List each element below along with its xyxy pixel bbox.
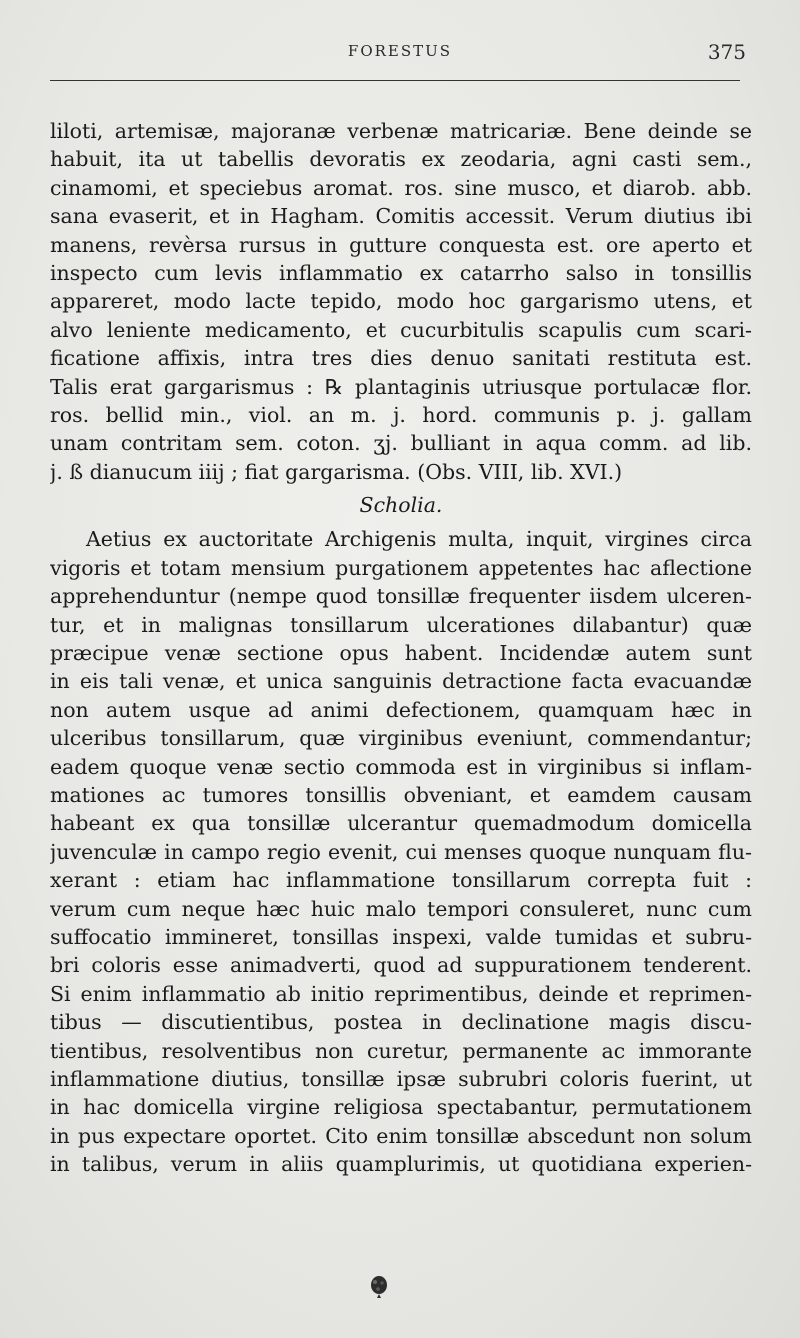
text-line: unam contritam sem. coton. ʒj. bulliant in aqua comm. ad lib.: [50, 431, 752, 456]
text-line: apprehenduntur (nempe quod tonsillæ frequenter iisdem ulceren-: [50, 584, 752, 609]
text-line: inflammatione diutius, tonsillæ ipsæ subrubri coloris fuerint, ut: [50, 1066, 752, 1091]
text-line: j. ß dianucum iiij ; fiat gargarisma. (Obs. VIII, lib. XVI.): [50, 459, 623, 484]
text-line: suffocatio immineret, tonsillas inspexi, valde tumidas et subru-: [50, 924, 752, 949]
text-line: liloti, artemisæ, majoranæ verbenæ matricariæ. Bene deinde se: [50, 119, 752, 143]
text-line: tientibus, resolventibus non curetur, permanente ac immorante: [50, 1038, 752, 1063]
text-line: cinamomi, et speciebus aromat. ros. sine musco, et diarob. abb.: [50, 175, 752, 200]
text-line: ros. bellid min., viol. an m. j. hord. communis p. j. gallam: [50, 402, 752, 427]
text-line: tur, et in malignas tonsillarum ulcerationes dilabantur) quæ: [50, 612, 752, 637]
text-line: habuit, ita ut tabellis devoratis ex zeodaria, agni casti sem.,: [50, 147, 752, 172]
text-line: in eis tali venæ, et unica sanguinis detractione facta evacuandæ: [50, 669, 752, 694]
text-line: appareret, modo lacte tepido, modo hoc gargarismo utens, et: [50, 289, 752, 314]
text-line: sana evaserit, et in Hagham. Comitis accessit. Verum diutius ibi: [50, 204, 752, 229]
running-title: FORESTUS: [347, 42, 453, 60]
text-line: verum cum neque hæc huic malo tempori consuleret, nunc cum: [50, 896, 752, 921]
text-line: in hac domicella virgine religiosa spectabantur, permutationem: [50, 1095, 752, 1120]
page-body: [50, 117, 752, 1178]
text-line: in talibus, verum in aliis quamplurimis, ut quotidiana experien-: [50, 1152, 752, 1177]
text-line: in pus expectare oportet. Cito enim tonsillæ abscedunt non solum: [50, 1123, 752, 1148]
text-line: tibus — discutientibus, postea in declinatione magis discu-: [50, 1010, 752, 1035]
text-line: habeant ex qua tonsillæ ulcerantur quemadmodum domicella: [50, 811, 752, 836]
text-line: ulceribus tonsillarum, quæ virginibus eveniunt, commendantur;: [50, 726, 752, 751]
text-line: mationes ac tumores tonsillis obveniant, et eamdem causam: [50, 782, 752, 807]
text-line: vigoris et totam mensium purgationem appetentes hac aflectione: [50, 555, 752, 580]
paragraph-observation: [50, 117, 752, 486]
text-line: non autem usque ad animi defectionem, quamquam hæc in: [50, 697, 752, 722]
text-line: eadem quoque venæ sectio commoda est in virginibus si inflam-: [50, 754, 752, 779]
header-rule: [50, 80, 740, 81]
text-line: xerant : etiam hac inflammatione tonsillarum correpta fuit :: [50, 868, 752, 893]
paragraph-scholia: [50, 525, 752, 1178]
text-line: præcipue venæ sectione opus habent. Incidendæ autem sunt: [50, 641, 752, 666]
text-line: manens, revèrsa rursus in gutture conquesta est. ore aperto et: [50, 232, 752, 257]
text-line: Aetius ex auctoritate Archigenis multa, inquit, virgines circa: [86, 527, 752, 552]
printer-ornament-icon: [368, 1273, 390, 1299]
running-head: [48, 40, 752, 70]
section-heading: Scholia.: [359, 493, 443, 518]
text-line: ficatione affixis, intra tres dies denuo sanitati restituta est.: [50, 346, 752, 371]
text-line: inspecto cum levis inflammatio ex catarrho salso in tonsillis: [50, 260, 752, 285]
page-number: 375: [707, 40, 746, 64]
text-line: juvenculæ in campo regio evenit, cui menses quoque nunquam flu-: [50, 839, 752, 864]
text-line: alvo leniente medicamento, et cucurbitulis scapulis cum scari-: [50, 317, 752, 342]
text-line: Si enim inflammatio ab initio reprimentibus, deinde et reprimen-: [50, 981, 752, 1006]
text-line: bri coloris esse animadverti, quod ad suppurationem tenderent.: [50, 953, 752, 978]
text-line: Talis erat gargarismus : ℞ plantaginis utriusque portulacæ flor.: [50, 374, 752, 399]
